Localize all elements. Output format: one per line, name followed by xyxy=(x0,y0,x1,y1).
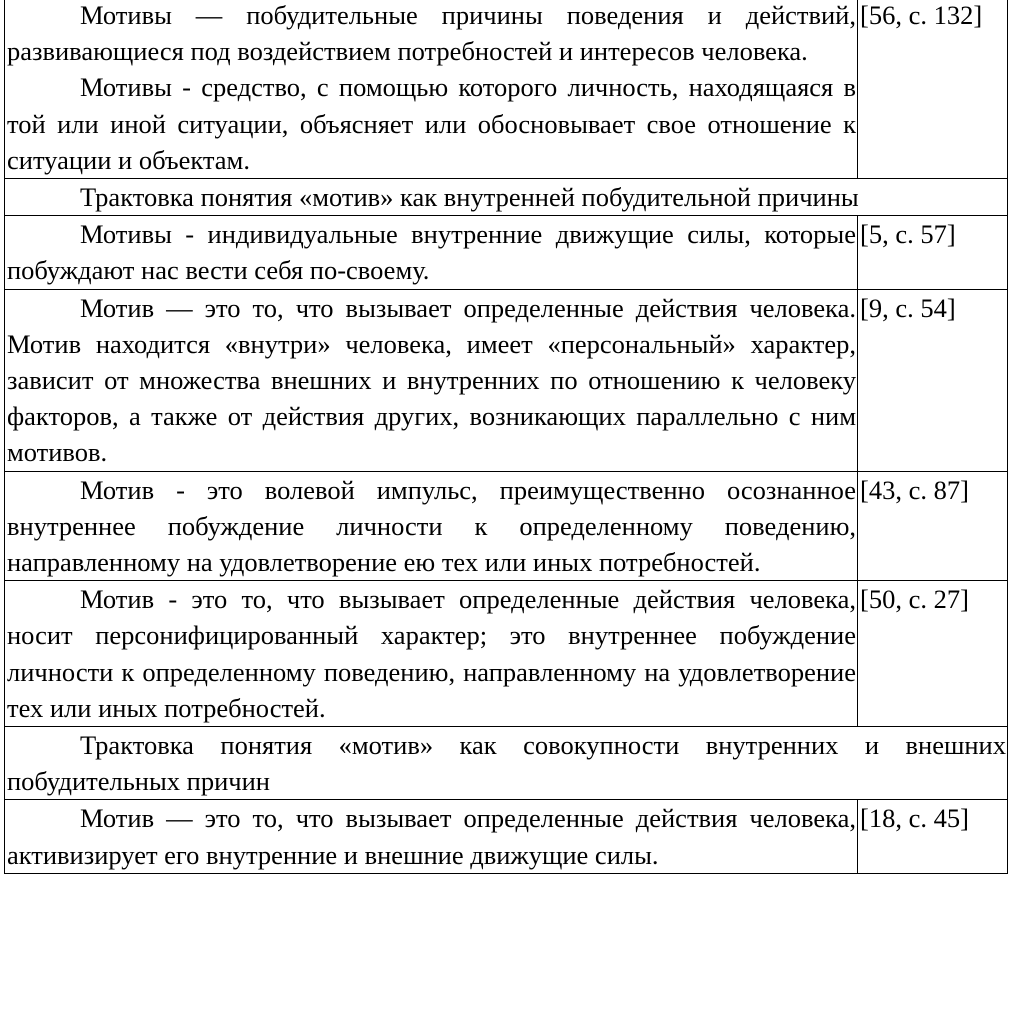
source-reference: [18, с. 45] xyxy=(860,803,969,834)
table-row xyxy=(5,0,1008,179)
definition-paragraph: Мотивы - средство, с помощью которого личность, находящаяся в той или иной ситуации, объясняет или обосновывает свое отношение к ситуации и объектам. xyxy=(7,72,856,175)
source-cell xyxy=(858,0,1008,179)
source-cell xyxy=(858,800,1008,873)
definition-paragraph: Мотив — это то, что вызывает определенные действия человека, активизирует его внутренние и внешние движущие силы. xyxy=(7,803,856,870)
definition-cell xyxy=(5,289,858,471)
source-cell xyxy=(858,289,1008,471)
definition-cell xyxy=(5,0,858,179)
table-row xyxy=(5,216,1008,289)
section-heading: Трактовка понятия «мотив» как внутренней побудительной причины xyxy=(80,182,859,213)
source-reference: [43, с. 87] xyxy=(860,474,969,505)
definition-cell xyxy=(5,471,858,581)
table-row xyxy=(5,800,1008,873)
source-reference: [56, с. 132] xyxy=(860,0,983,30)
table-row xyxy=(5,471,1008,581)
table-row xyxy=(5,581,1008,727)
source-cell xyxy=(858,581,1008,727)
section-heading-cell xyxy=(5,179,1008,216)
definition-cell xyxy=(5,581,858,727)
definition-paragraph: Мотивы — побудительные причины поведения и действий, развивающиеся под воздействием потребностей и интересов человека. xyxy=(7,0,856,67)
definitions-table xyxy=(4,0,1008,874)
definition-paragraph: Мотив - это то, что вызывает определенные действия человека, носит персонифицированный характер; это внутреннее побуждение личности к определенному поведению, направленному на удовлетворение тех или иных потребностей. xyxy=(7,584,856,723)
definition-paragraph: Мотив — это то, что вызывает определенные действия человека. Мотив находится «внутри» человека, имеет «персональный» характер, зависит от множества внешних и внутренних по отношению к человеку факторов, а также от действия других, возникающих параллельно с ним мотивов. xyxy=(7,292,856,468)
source-reference: [5, с. 57] xyxy=(860,219,956,250)
definition-cell xyxy=(5,800,858,873)
table-row xyxy=(5,289,1008,471)
definition-cell xyxy=(5,216,858,289)
definition-paragraph: Мотив - это волевой импульс, преимущественно осознанное внутреннее побуждение личности к определенному поведению, направленному на удовлетворение ею тех или иных потребностей. xyxy=(7,474,856,578)
source-cell xyxy=(858,471,1008,581)
definition-paragraph: Мотивы - индивидуальные внутренние движущие силы, которые побуждают нас вести себя по-своему. xyxy=(7,219,856,286)
source-reference: [50, с. 27] xyxy=(860,584,969,615)
section-row xyxy=(5,727,1008,800)
section-heading: Трактовка понятия «мотив» как совокупности внутренних и внешних побудительных причин xyxy=(7,730,1006,797)
source-reference: [9, с. 54] xyxy=(860,292,956,323)
section-row xyxy=(5,179,1008,216)
source-cell xyxy=(858,216,1008,289)
section-heading-cell xyxy=(5,727,1008,800)
